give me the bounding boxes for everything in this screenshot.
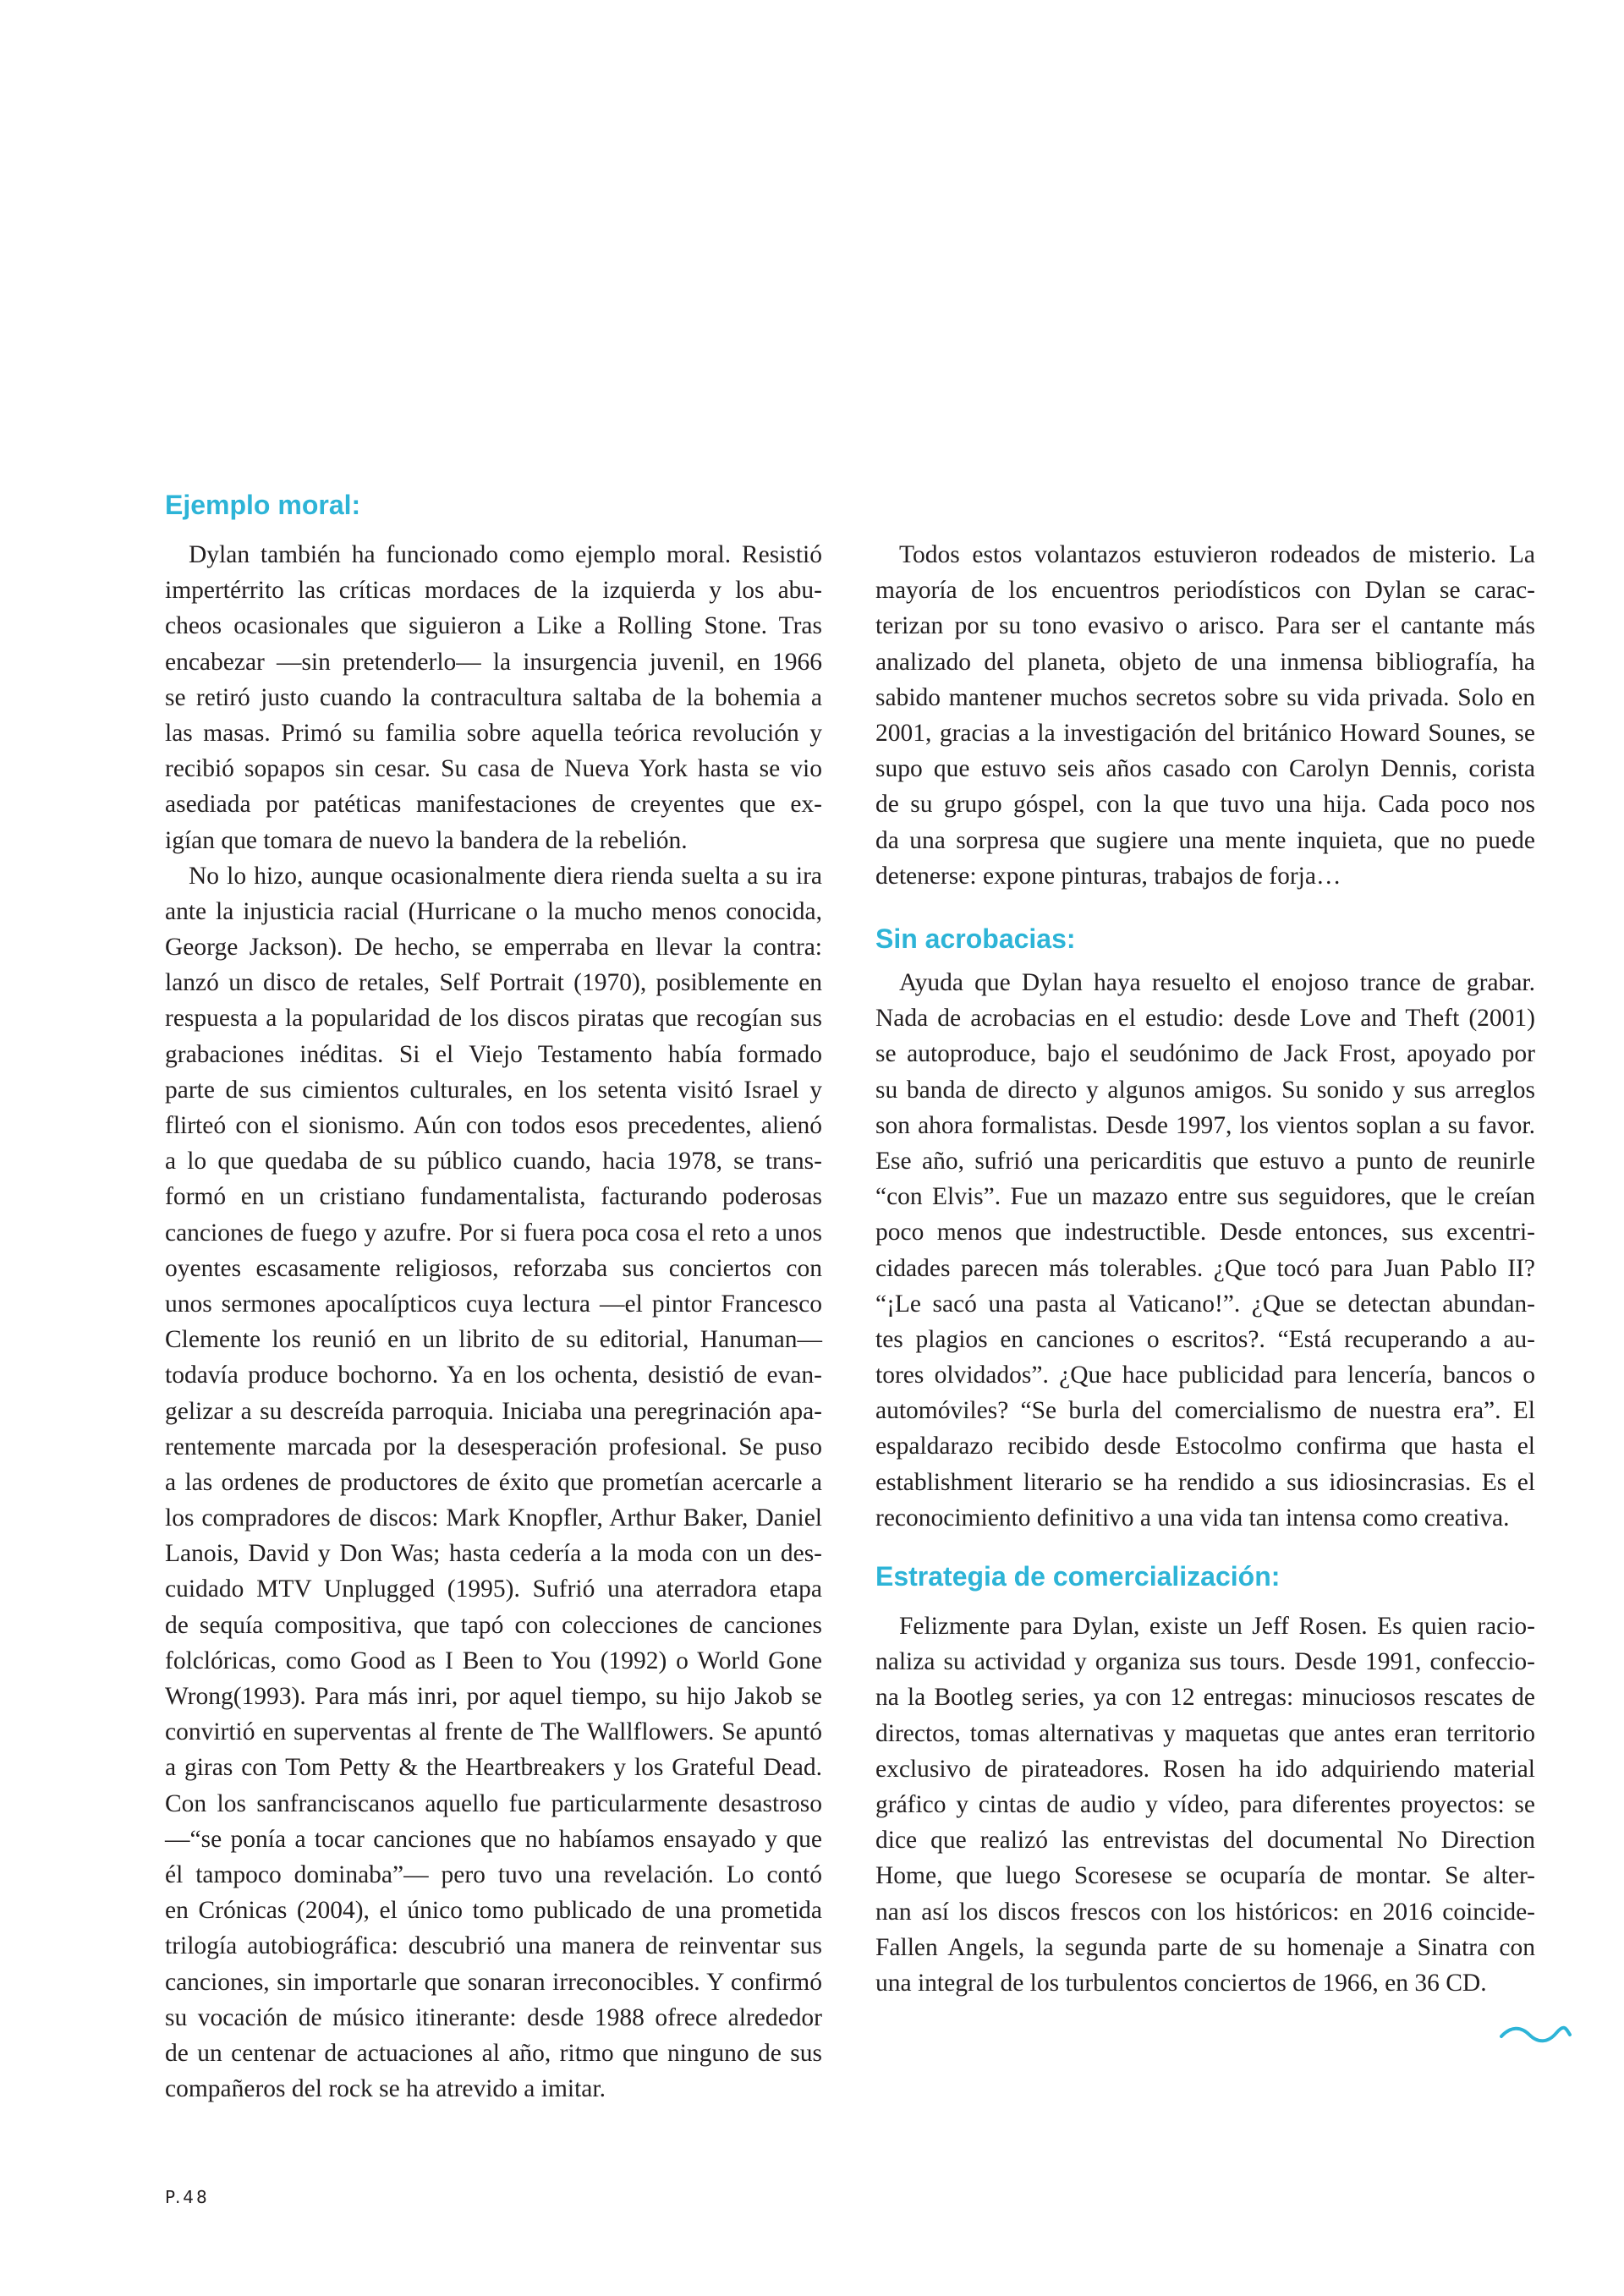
text-line: impertérrito las críticas mordaces de la izquierda y los abu- [165,577,822,605]
text-line: formó en un cristiano fundamentalista, facturando poderosas [165,1183,822,1211]
text-line: reconocimiento definitivo a una vida tan intensa como creativa. [875,1504,1510,1532]
text-line: da una sorpresa que sugiere una mente inquieta, que no puede [875,826,1535,854]
text-line: compañeros del rock se ha atrevido a imitar. [165,2075,606,2103]
text-line: grabaciones inéditas. Si el Viejo Testamento había formado [165,1040,822,1068]
text-line: su vocación de músico itinerante: desde 1988 ofrece alrededor [165,2003,822,2031]
text-line: a las ordenes de productores de éxito que prometían acercarle a [165,1468,822,1496]
text-line: “¡Le sacó una pasta al Vaticano!”. ¿Que se detectan abundan- [875,1290,1535,1318]
text-line: directos, tomas alternativas y maquetas que antes eran territorio [875,1719,1535,1747]
section-body-sin-acrobacias [875,965,1535,1536]
text-line: los compradores de discos: Mark Knopfler, Arthur Baker, Daniel [165,1504,822,1532]
text-line: canciones de fuego y azufre. Por si fuera poca cosa el reto a unos [165,1219,822,1247]
text-line: asediada por patéticas manifestaciones de creyentes que ex- [165,791,822,819]
left-column-body [165,537,822,2107]
text-line: na la Bootleg series, ya con 12 entregas: minuciosos rescates de [875,1684,1535,1712]
text-line: Lanois, David y Don Was; hasta cedería a la moda con un des- [165,1540,822,1568]
text-line: 2001, gracias a la investigación del británico Howard Sounes, se [875,719,1535,747]
text-line: naliza su actividad y organiza sus tours. Desde 1991, confeccio- [875,1648,1535,1676]
text-line: trilogía autobiográfica: descubrió una manera de reinventar sus [165,1932,822,1960]
text-line: una integral de los turbulentos conciertos de 1966, en 36 CD. [875,1969,1487,1997]
text-line: a lo que quedaba de su público cuando, hacia 1978, se trans- [165,1148,822,1175]
text-line: lanzó un disco de retales, Self Portrait (1970), posiblemente en [165,969,822,997]
text-line: “con Elvis”. Fue un mazazo entre sus seguidores, que le creían [875,1183,1535,1211]
text-line: Wrong(1993). Para más inri, por aquel tiempo, su hijo Jakob se [165,1683,822,1710]
text-line: son ahora formalistas. Desde 1997, los vientos soplan a su favor. [875,1111,1535,1139]
text-line: Felizmente para Dylan, existe un Jeff Rosen. Es quien racio- [899,1613,1535,1640]
text-line: Home, que luego Scoresese se ocuparía de montar. Se alter- [875,1862,1535,1890]
text-line: sabido mantener muchos secretos sobre su vida privada. Solo en [875,683,1535,711]
text-line: ante la injusticia racial (Hurricane o la mucho menos conocida, [165,897,822,925]
paragraph [875,537,1535,894]
text-line: unos sermones apocalípticos cuya lectura —el pintor Francesco [165,1290,822,1318]
text-line: gráfico y cintas de audio y vídeo, para diferentes proyectos: se [875,1790,1535,1818]
text-line: convirtió en superventas al frente de The Wallflowers. Se apuntó [165,1718,822,1746]
text-line: de sequía compositiva, que tapó con colecciones de canciones [165,1611,822,1639]
text-line: supo que estuvo seis años casado con Carolyn Dennis, corista [875,755,1535,783]
text-line: poco menos que indestructible. Desde entonces, sus excentri- [875,1219,1535,1247]
wave-icon [1499,2025,1572,2049]
text-line: gelizar a su descreída parroquia. Iniciaba una peregrinación apa- [165,1397,822,1425]
text-line: espaldarazo recibido desde Estocolmo confirma que hasta el [875,1433,1535,1460]
text-line: tores olvidados”. ¿Que hace publicidad para lencería, bancos o [875,1362,1535,1389]
section-heading-sin-acrobacias: Sin acrobacias: [875,923,1076,954]
text-line: folclóricas, como Good as I Been to You (1992) o World Gone [165,1647,822,1674]
text-line: las masas. Primó su familia sobre aquella teórica revolución y [165,719,822,747]
right-column-intro [875,537,1535,894]
text-line: cidades parecen más tolerables. ¿Que tocó para Juan Pablo II? [875,1254,1535,1282]
paragraph [165,537,822,858]
text-line: —“se ponía a tocar canciones que no habíamos ensayado y que [165,1825,822,1853]
text-line: George Jackson). De hecho, se emperraba en llevar la contra: [165,934,822,962]
text-line: exclusivo de pirateadores. Rosen ha ido adquiriendo material [875,1755,1535,1783]
text-line: Ayuda que Dylan haya resuelto el enojoso trance de grabar. [899,969,1535,996]
text-line: analizado del planeta, objeto de una inmensa bibliografía, ha [875,648,1535,676]
text-line: encabezar —sin pretenderlo— la insurgencia juvenil, en 1966 [165,648,822,676]
text-line: establishment literario se ha rendido a sus idiosincrasias. Es el [875,1468,1535,1496]
paragraph [165,858,822,2107]
text-line: cheos ocasionales que siguieron a Like a Rolling Stone. Tras [165,612,822,640]
text-line: recibió sopapos sin cesar. Su casa de Nueva York hasta se vio [165,755,822,783]
text-line: tes plagios en canciones o escritos?. “Está recuperando a au- [875,1325,1535,1353]
text-line: Ese año, sufrió una pericarditis que estuvo a punto de reunirle [875,1147,1535,1175]
text-line: nan así los discos frescos con los históricos: en 2016 coincide- [875,1898,1535,1926]
text-line: en Crónicas (2004), el único tomo publicado de una prometida [165,1897,822,1925]
text-line: canciones, sin importarle que sonaran irreconocibles. Y confirmó [165,1968,822,1996]
text-line: Clemente los reunió en un librito de su editorial, Hanuman— [165,1326,822,1354]
text-line: cuidado MTV Unplugged (1995). Sufrió una aterradora etapa [165,1575,822,1603]
text-line: se retiró justo cuando la contracultura saltaba de la bohemia a [165,683,822,711]
text-line: de un centenar de actuaciones al año, ritmo que ninguno de sus [165,2039,822,2067]
text-line: rentemente marcada por la desesperación profesional. Se puso [165,1433,822,1460]
text-line: de su grupo góspel, con la que tuvo una hija. Cada poco nos [875,791,1535,819]
text-line: terizan por su tono evasivo o arisco. Para ser el cantante más [875,612,1535,640]
paragraph [875,965,1535,1536]
text-line: oyentes escasamente religiosos, reforzaba sus conciertos con [165,1254,822,1282]
text-line: a giras con Tom Petty & the Heartbreakers y los Grateful Dead. [165,1754,822,1782]
text-line: todavía produce bochorno. Ya en los ochenta, desistió de evan- [165,1362,822,1389]
text-line: Dylan también ha funcionado como ejemplo moral. Resistió [189,541,822,568]
text-line: mayoría de los encuentros periodísticos con Dylan se carac- [875,577,1535,605]
text-line: detenerse: expone pinturas, trabajos de forja… [875,862,1341,890]
section-body-estrategia [875,1608,1535,2001]
text-line: su banda de directo y algunos amigos. Su sonido y sus arreglos [875,1076,1535,1104]
paragraph [875,1608,1535,2001]
page-number: P.48 [165,2187,210,2207]
text-line: igían que tomara de nuevo la bandera de la rebelión. [165,826,688,854]
section-heading-estrategia: Estrategia de comercialización: [875,1561,1281,1592]
text-line: respuesta a la popularidad de los discos piratas que recogían sus [165,1005,822,1033]
text-line: Con los sanfranciscanos aquello fue particularmente desastroso [165,1789,822,1817]
text-line: Fallen Angels, la segunda parte de su homenaje a Sinatra con [875,1933,1535,1961]
text-line: se autoproduce, bajo el seudónimo de Jack Frost, apoyado por [875,1040,1535,1068]
text-line: Nada de acrobacias en el estudio: desde Love and Theft (2001) [875,1005,1535,1033]
text-line: flirteó con el sionismo. Aún con todos esos precedentes, alienó [165,1112,822,1139]
text-line: No lo hizo, aunque ocasionalmente diera rienda suelta a su ira [189,862,822,890]
text-line: dice que realizó las entrevistas del documental No Direction [875,1827,1535,1855]
text-line: automóviles? “Se burla del comercialismo de nuestra era”. El [875,1397,1535,1425]
text-line: Todos estos volantazos estuvieron rodeados de misterio. La [899,541,1535,568]
section-heading-ejemplo-moral: Ejemplo moral: [165,490,361,520]
text-line: parte de sus cimientos culturales, en los setenta visitó Israel y [165,1076,822,1104]
text-line: él tampoco dominaba”— pero tuvo una revelación. Lo contó [165,1860,822,1888]
